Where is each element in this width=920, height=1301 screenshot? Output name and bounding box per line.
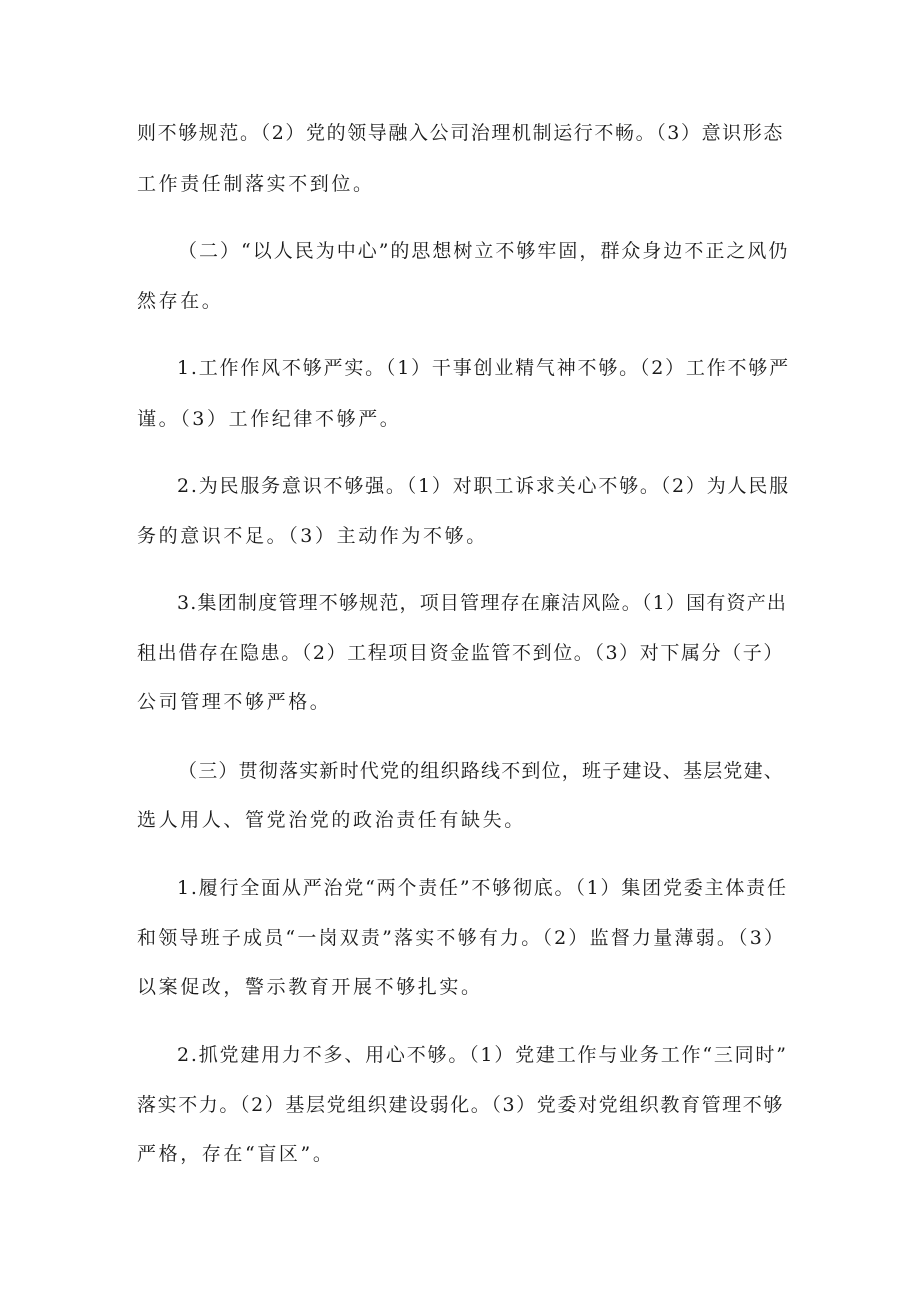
- paragraph-3-line-2: 谨。（3）工作纪律不够严。: [137, 408, 402, 430]
- paragraph-4-line-2: 务的意识不足。（3）主动作为不够。: [137, 525, 488, 547]
- paragraph-7-line-1: 1.履行全面从严治党“两个责任”不够彻底。（1）集团党委主体责任: [177, 877, 788, 899]
- paragraph-8-line-2: 落实不力。（2）基层党组织建设弱化。（3）党委对党组织教育管理不够: [137, 1094, 784, 1116]
- paragraph-5-line-1: 3.集团制度管理不够规范，项目管理存在廉洁风险。（1）国有资产出: [177, 592, 788, 614]
- paragraph-7-line-3: 以案促改，警示教育开展不够扎实。: [137, 976, 483, 998]
- paragraph-8-line-1: 2.抓党建用力不多、用心不够。（1）党建工作与业务工作“三同时”: [177, 1044, 788, 1066]
- paragraph-3-line-1: 1.工作作风不够严实。（1）干事创业精气神不够。（2）工作不够严: [177, 357, 790, 379]
- paragraph-5-line-2: 租出借存在隐患。（2）工程项目资金监管不到位。（3）对下属分（子）: [137, 642, 784, 664]
- paragraph-1-line-2: 工作责任制落实不到位。: [137, 173, 375, 195]
- paragraph-6-line-1: （三）贯彻落实新时代党的组织路线不到位，班子建设、基层党建、: [178, 760, 785, 782]
- paragraph-4-line-1: 2.为民服务意识不够强。（1）对职工诉求关心不够。（2）为人民服: [177, 475, 790, 497]
- paragraph-5-line-3: 公司管理不够严格。: [137, 691, 332, 713]
- paragraph-1-line-1: 则不够规范。（2）党的领导融入公司治理机制运行不畅。（3）意识形态: [137, 122, 784, 144]
- paragraph-7-line-2: 和领导班子成员“一岗双责”落实不够有力。（2）监督力量薄弱。（3）: [137, 927, 786, 949]
- paragraph-8-line-3: 严格，存在“盲区”。: [137, 1143, 335, 1165]
- paragraph-2-line-1: （二）“以人民为中心”的思想树立不够牢固，群众身边不正之风仍: [178, 240, 790, 262]
- paragraph-2-line-2: 然存在。: [137, 290, 224, 312]
- paragraph-6-line-2: 选人用人、管党治党的政治责任有缺失。: [137, 809, 526, 831]
